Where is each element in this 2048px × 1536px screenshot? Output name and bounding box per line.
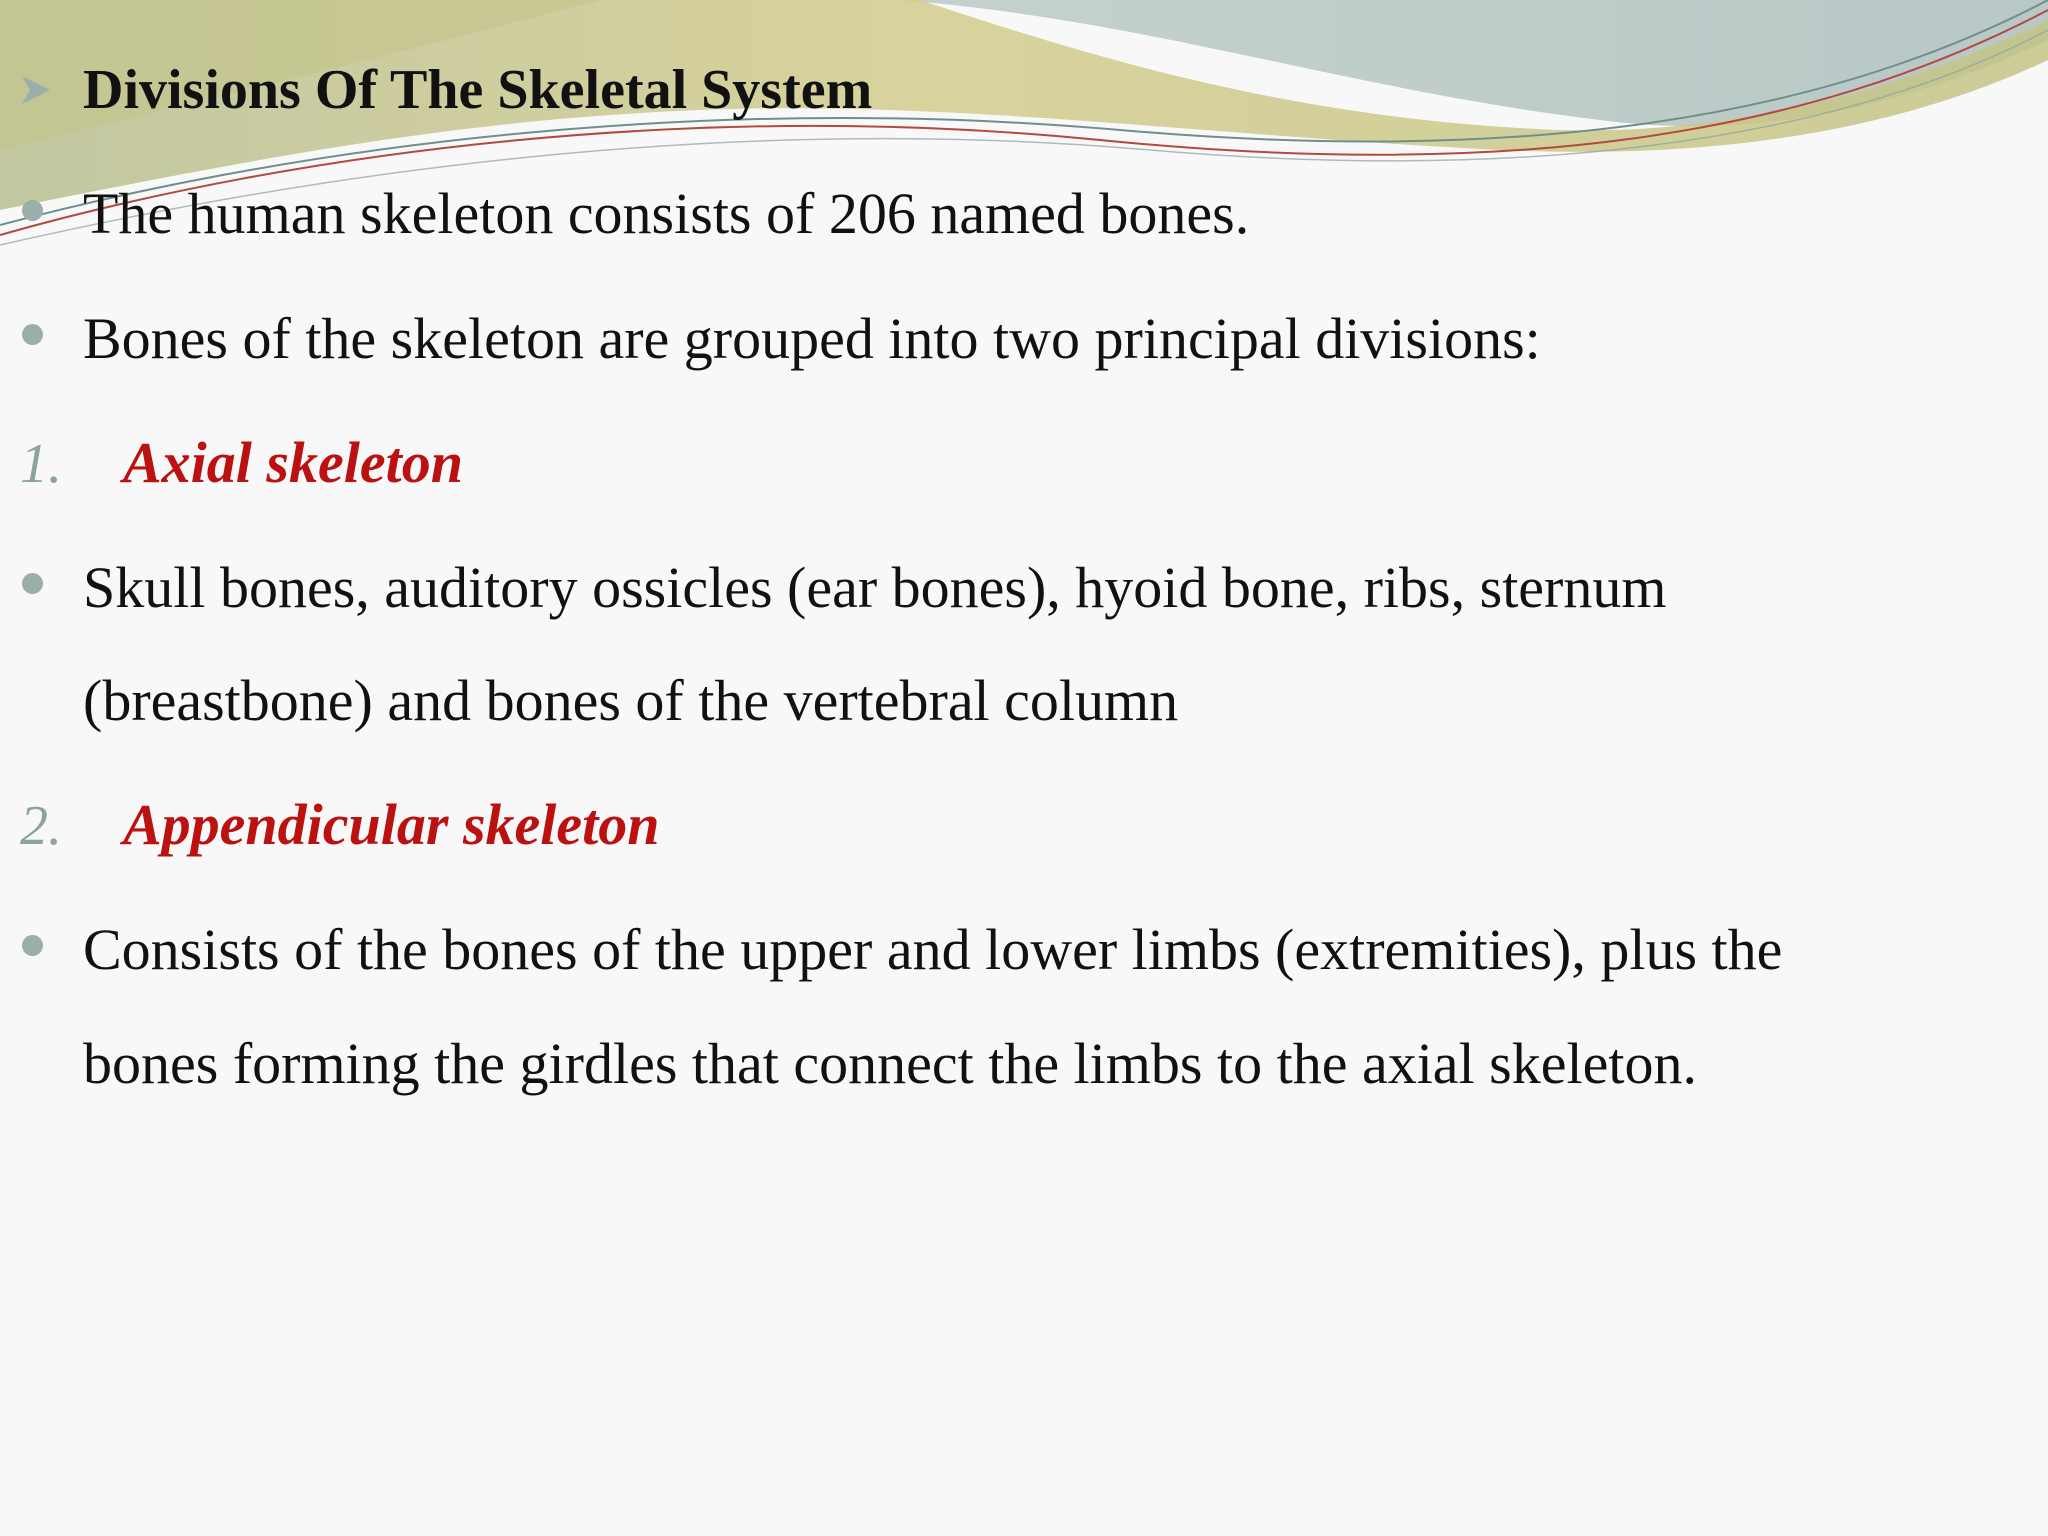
title-marker — [18, 72, 78, 108]
division-heading: Appendicular skeleton — [123, 792, 660, 857]
bullet-marker — [18, 573, 78, 594]
division-number: 1. — [20, 433, 62, 495]
bullet-text-continuation: (breastbone) and bones of the vertebral column — [83, 668, 1179, 733]
bullet-dot-icon — [22, 324, 43, 345]
bullet-marker — [18, 324, 78, 345]
bullet-dot-icon — [22, 200, 43, 221]
bullet-dot-icon — [22, 935, 43, 956]
bullet-text: Bones of the skeleton are grouped into two principal divisions: — [83, 306, 1541, 371]
division-number: 2. — [20, 795, 62, 857]
arrowhead-icon — [18, 72, 54, 108]
bullet-text: Skull bones, auditory ossicles (ear bones), hyoid bone, ribs, sternum — [83, 555, 1667, 620]
bullet-marker — [18, 935, 78, 956]
bullet-dot-icon — [22, 573, 43, 594]
bullet-text: Consists of the bones of the upper and lower limbs (extremities), plus the — [83, 917, 1783, 982]
bullet-text-continuation: bones forming the girdles that connect the limbs to the axial skeleton. — [83, 1031, 1697, 1096]
bullet-text: The human skeleton consists of 206 named bones. — [83, 181, 1250, 246]
division-heading: Axial skeleton — [123, 430, 463, 495]
bullet-marker — [18, 200, 78, 221]
slide-title: Divisions Of The Skeletal System — [83, 59, 873, 121]
